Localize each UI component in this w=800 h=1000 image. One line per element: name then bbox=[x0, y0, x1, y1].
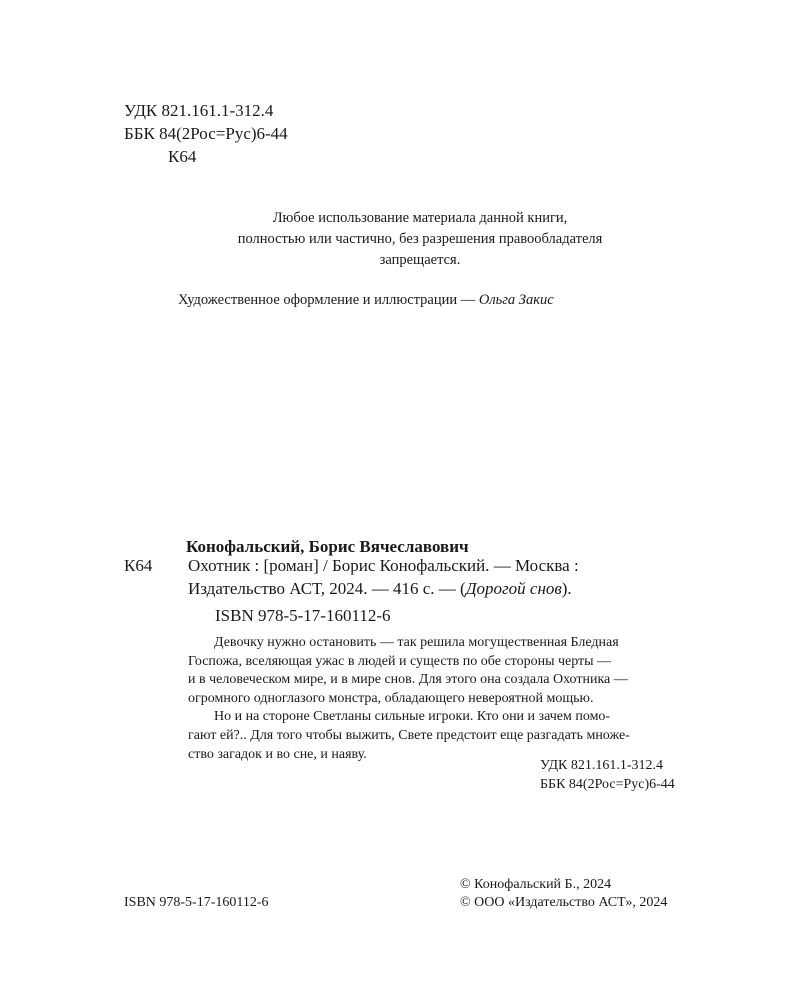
author-sign: К64 bbox=[168, 147, 197, 166]
udk-code: УДК 821.161.1-312.4 bbox=[124, 101, 274, 120]
bibliographic-description-line bbox=[188, 579, 572, 599]
annotation-line: гают ей?.. Для того чтобы выжить, Свете предстоит еще разгадать множе- bbox=[188, 727, 630, 743]
bbk-code: ББК 84(2Рос=Рус)6-44 bbox=[124, 124, 288, 143]
bibliographic-description-line: Охотник : [роман] / Борис Конофальский. — Москва : bbox=[188, 556, 579, 575]
design-credit-label: Художественное оформление и иллюстрации — bbox=[178, 292, 476, 308]
annotation-line: ство загадок и во сне, и наяву. bbox=[188, 746, 367, 762]
annotation-line: Но и на стороне Светланы сильные игроки. Кто они и зачем помо- bbox=[214, 709, 611, 725]
author-heading: Конофальский, Борис Вячеславович bbox=[186, 537, 469, 556]
bbk-code-record: ББК 84(2Рос=Рус)6-44 bbox=[540, 777, 675, 792]
copyright-author: © Конофальский Б., 2024 bbox=[460, 877, 612, 892]
notice-line: запрещается. bbox=[379, 252, 461, 268]
udk-code-record: УДК 821.161.1-312.4 bbox=[540, 758, 664, 773]
notice-line: Любое использование материала данной книги, bbox=[272, 210, 568, 226]
notice-line: полностью или частично, без разрешения правообладателя bbox=[237, 231, 603, 247]
annotation-line: и в человеческом мире, и в мире снов. Для этого она создала Охотника — bbox=[188, 672, 628, 688]
isbn-record: ISBN 978-5-17-160112-6 bbox=[215, 606, 391, 625]
isbn-footer: ISBN 978-5-17-160112-6 bbox=[124, 895, 269, 910]
usage-notice bbox=[120, 208, 720, 271]
annotation bbox=[188, 634, 712, 764]
design-credit bbox=[178, 292, 554, 309]
series-title: Дорогой снов bbox=[465, 579, 562, 598]
annotation-line: огромного одноглазого монстра, обладающего невероятной мощью. bbox=[188, 690, 594, 706]
publisher-info: Издательство АСТ, 2024. — 416 с. — ( bbox=[188, 579, 466, 598]
annotation-line: Девочку нужно остановить — так решила могущественная Бледная bbox=[214, 635, 619, 650]
design-credit-artist: Ольга Закис bbox=[478, 292, 554, 308]
copyright-publisher: © ООО «Издательство АСТ», 2024 bbox=[460, 895, 668, 910]
annotation-line: Госпожа, вселяющая ужас в людей и существ по обе стороны черты — bbox=[188, 653, 612, 669]
series-close: ). bbox=[561, 579, 572, 598]
author-sign-record: К64 bbox=[124, 556, 153, 575]
